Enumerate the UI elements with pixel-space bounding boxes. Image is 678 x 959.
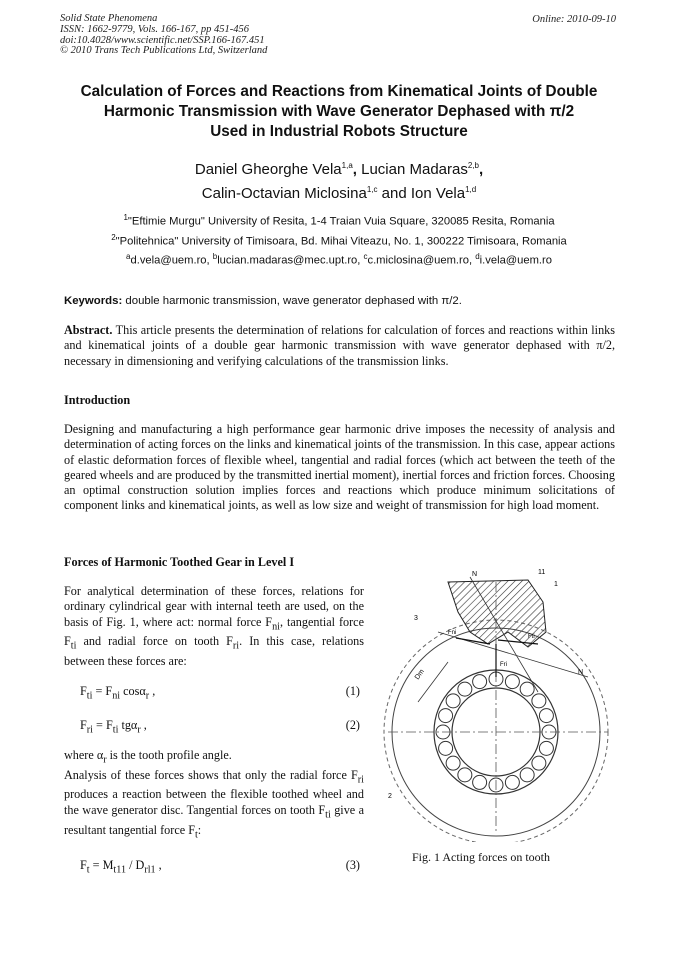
author-1-sup: 1,a bbox=[341, 161, 353, 170]
bearing-ball bbox=[473, 675, 487, 689]
bearing-ball bbox=[458, 682, 472, 696]
email-d[interactable]: i.vela@uem.ro bbox=[479, 255, 552, 268]
label-2: 2 bbox=[388, 793, 392, 800]
author-2-sup: 2,b bbox=[467, 161, 479, 170]
author-3-sup: 1,c bbox=[366, 185, 378, 194]
label-fni: Fni bbox=[448, 630, 457, 636]
figure-caption: Fig. 1 Acting forces on tooth bbox=[412, 850, 550, 864]
title-line-3: Used in Industrial Robots Structure bbox=[210, 123, 468, 140]
equation-2: $F_{ri} = F_{ti}$ tgα$_r$ , (2) bbox=[80, 718, 360, 736]
copyright-line: © 2010 Trans Tech Publications Ltd, Switzerland bbox=[60, 45, 268, 57]
equation-3-number: (3) bbox=[345, 858, 360, 872]
keywords-text: double harmonic transmission, wave generator dephased with π/2. bbox=[125, 295, 462, 307]
online-date: Online: 2010-09-10 bbox=[532, 14, 616, 25]
keywords-label: Keywords: bbox=[64, 295, 123, 307]
bearing-ball bbox=[446, 756, 460, 770]
bearing-ball bbox=[458, 768, 472, 782]
bearing-ball bbox=[539, 741, 553, 755]
label-dm: Dm bbox=[413, 668, 426, 682]
bearing-ball bbox=[520, 682, 534, 696]
bearing-ball bbox=[539, 709, 553, 723]
email-line bbox=[40, 249, 638, 269]
affiliation-2: "Politehnica" University of Timisoara, Bd. Mihai Viteazu, No. 1, 300222 Timisoara, Romania bbox=[115, 235, 567, 248]
section-paragraph-1: For analytical determination of these forces, relations for ordinary cylindrical gear with internal teeth are used, on the basis of Fig. 1, where act: normal force $F_{ni}$, tangential force $F_{ti}$ and radial force on tooth $F_{ri}$. In this case, relations between these forces are: bbox=[64, 584, 364, 669]
journal-header bbox=[60, 14, 267, 57]
label-fti: Fti bbox=[528, 634, 535, 640]
journal-name: Solid State Phenomena bbox=[60, 13, 158, 24]
bearing-ball bbox=[532, 756, 546, 770]
abstract-label: Abstract. bbox=[64, 323, 113, 337]
author-4: Ion Vela bbox=[410, 185, 466, 202]
equation-1: $F_{ti} = F_{ni}$ cosα$_r$ , (1) bbox=[80, 684, 360, 702]
figure-1 bbox=[378, 562, 618, 842]
label-fri: Fri bbox=[500, 662, 507, 668]
bearing-ball bbox=[473, 775, 487, 789]
bearing-ball bbox=[520, 768, 534, 782]
bearing-ball bbox=[446, 694, 460, 708]
email-c-sup: c bbox=[363, 252, 368, 262]
issn-line: ISSN: 1662-9779, Vols. 166-167, pp 451-456 bbox=[60, 23, 249, 35]
bearing-ball bbox=[532, 694, 546, 708]
email-b[interactable]: lucian.madaras@mec.upt.ro, bbox=[217, 255, 361, 268]
label-n-top: N bbox=[472, 571, 478, 578]
affiliations bbox=[40, 210, 638, 269]
section-heading: Forces of Harmonic Toothed Gear in Level I bbox=[64, 555, 295, 569]
intro-paragraph: Designing and manufacturing a high performance gear harmonic drive imposes the necessity of analysis and determination of acting forces on the links and kinematical joints of the transmission. In this case, appear actions of elastic deformation forces of flexible wheel, tangential and radial forces (which act between the teeth of the geared wheels and are produced by the transmitted inertial moment), inertial forces and friction forces. Choosing an optimal construction solution implies forces and reactions which produce minimum solicitations of component links and kinematical joints, as well as low size and weight of transmission for high load moment. bbox=[64, 422, 615, 513]
title-line-1: Calculation of Forces and Reactions from Kinematical Joints of Double bbox=[80, 83, 598, 100]
keywords bbox=[64, 295, 616, 307]
email-c[interactable]: c.miclosina@uem.ro, bbox=[367, 255, 473, 268]
abstract bbox=[64, 323, 615, 369]
label-3: 3 bbox=[414, 615, 418, 622]
paper-title bbox=[40, 82, 638, 142]
author-3: Calin-Octavian Miclosina bbox=[201, 185, 367, 202]
email-a-sup: a bbox=[126, 252, 131, 262]
title-line-2: Harmonic Transmission with Wave Generator Dephased with π/2 bbox=[103, 103, 575, 120]
author-list: Daniel Gheorghe Vela$^{1,a}$, Lucian Madaras$^{2,b}$, Calin-Octavian Miclosina$^{1,c}$ and Ion Vela$^{1,d}$ bbox=[194, 161, 484, 202]
author-2: Lucian Madaras bbox=[361, 161, 468, 178]
section-paragraph-2: where $\alpha_r$ is the tooth profile angle. Analysis of these forces shows that only the radial force $F_{ri}$ produces a reaction between the flexible toothed wheel and the wave generator disc. Tangential forces on tooth $F_{ti}$ give a resultant tangential force $F_t$: bbox=[64, 748, 364, 840]
bearing-ball bbox=[505, 775, 519, 789]
label-n-right: N bbox=[578, 669, 584, 676]
bearing-ball bbox=[439, 741, 453, 755]
aff-2-sup: 2 bbox=[111, 232, 116, 242]
email-d-sup: d bbox=[475, 252, 480, 262]
abstract-text: This article presents the determination of relations for calculation of forces and reactions within links and kinematical joints of a double gear harmonic transmission with wave generator dephased with π/2, necessary in dimensioning and verifying calculations of the transmission links. bbox=[64, 323, 615, 368]
intro-heading: Introduction bbox=[64, 393, 131, 407]
aff-1-sup: 1 bbox=[123, 213, 128, 222]
equation-1-number: (1) bbox=[345, 684, 360, 698]
label-11: 11 bbox=[538, 569, 546, 576]
label-1: 1 bbox=[554, 581, 558, 588]
email-a[interactable]: d.vela@uem.ro, bbox=[130, 255, 210, 268]
equation-2-number: (2) bbox=[345, 718, 360, 732]
affiliation-1: "Eftimie Murgu" University of Resita, 1-4 Traian Vuia Square, 320085 Resita, Romania bbox=[127, 215, 555, 228]
doi-line[interactable]: doi:10.4028/www.scientific.net/SSP.166-167.451 bbox=[60, 34, 265, 46]
author-4-sup: 1,d bbox=[465, 185, 477, 194]
bearing-ball bbox=[505, 675, 519, 689]
equation-3: $F_t = M_{t11} / D_{rl1}$ , (3) bbox=[80, 858, 360, 876]
author-and: and bbox=[381, 185, 407, 202]
email-b-sup: b bbox=[212, 252, 218, 262]
bearing-ball bbox=[439, 709, 453, 723]
author-1: Daniel Gheorghe Vela bbox=[194, 161, 342, 178]
